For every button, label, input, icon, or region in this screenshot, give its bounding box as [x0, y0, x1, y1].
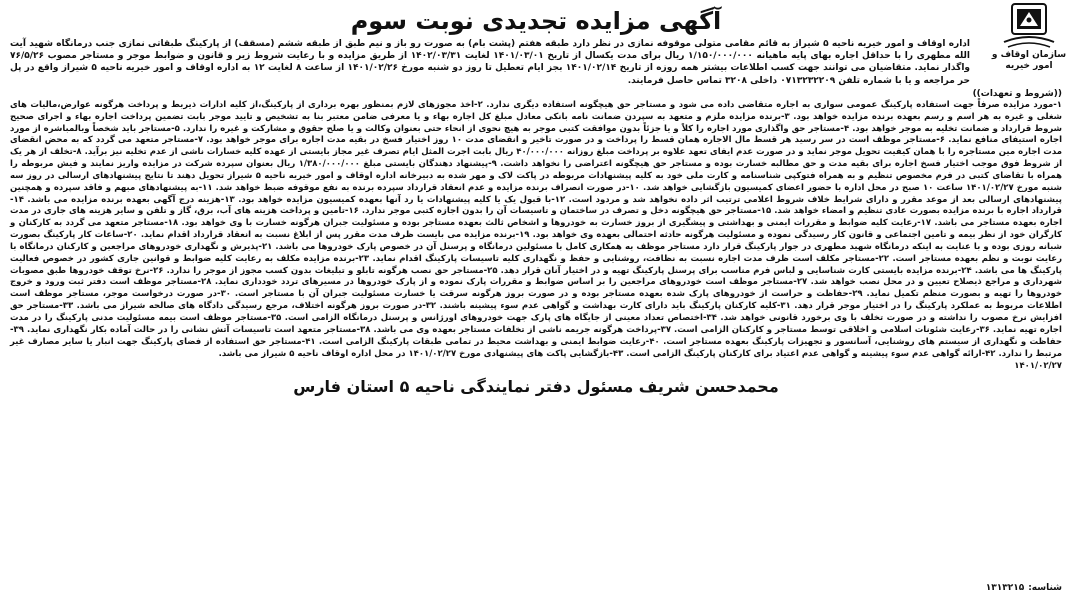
notice-id-value: ۱۳۱۳۲۱۵ — [985, 583, 1025, 593]
notice-id-label: شناسه: — [1028, 583, 1062, 593]
terms-paragraph: ۱-مورد مزایده صرفاً جهت استفاده پارکینگ عمومی سواری به اجاره متقاضی داده می شود و مستاجر حق هیچگونه استفاده دیگری ندارد. ۲-اخذ مجوزهای لازم بمنظور بهره برداری از پارکینگ،از کلیه ادارات ذیربط و پرداخت هرگونه عوارض،مالیات های شغلی و غیره به هر اسم و رسم بعهده برنده مزایده خواهد بود. ۳-برنده مزایده ملزم و متعهد به سپردن ضمانت نامه بانکی معادل مبلغ کل اجاره بهاء و یا معرفی ضامن معتبر بنا به تشخیص و تایید موجر بابت تضمین پرداخت اجاره بهاء و اجرای صحیح شروط قرارداد و ضمانت تخلیه به موجر خواهد بود. ۴-مستاجر حق واگذاری مورد اجاره را کلاً و یا جزئاً بدون موافقت کتبی موجر به هیچ نحوی از انحاء حتی بعنوان وکالت و یا صلح حقوق و مشارکت و غیره را ندارد. ۵-مستاجر باید شخصاً وبالمباشره از مورد اجاره استیفای منافع نماید. ۶-مستاجر موظف است در سر رسید هر قسط مال الاجاره همان قسط را پرداخت و در صورت تاخیر و انقضای مدت ۱۰ روز اختیار فسخ در بقیه مدت اجاره برای موجر خواهد بود. ۷-مستاجر متعهد می گردد که به محض انقضای مدت اجاره مین مستاجره را با همان کیفیت تحویل موجر نماید و در صورت عدم ایفای تعهد علاوه بر پرداخت مبلغ روزانه ۴۰/۰۰۰/۰۰۰ ریال بابت اجرت المثل ایام تصرف غیر مجاز بایستی از عهده کلیه خسارات ناشی از عدم تخلیه نیز برآید. ۸-تخلف از هر یک از شروط فوق موجب اختیار فسخ اجاره برای بقیه مدت و حق مطالبه خسارت بوده و مستاجر حق هیچگونه اعتراضی را نخواهد داشت. ۹-پیشنهاد دهندگان بایستی مبلغ ۱/۳۸۰/۰۰۰/۰۰۰ ریال بعنوان سپرده شرکت در مزایده واریز نمایند و فیش مربوطه را همراه با تقاضای کتبی در فرم مخصوص تنظیم و به همراه فتوکپی شناسنامه و کارت ملی خود به کلیه پیشنهادات مربوطه در پاکت لاک و مهر شده به دبیرخانه اداره اوقاف و امور خیریه ناحیه ۵ شیراز تحویل دهند تا نتایج پیشنهادهای ارسالی در روز سه شنبه مورخ ۱۴۰۱/۰۲/۲۷ ساعت ۱۰ صبح در محل اداره با حضور اعضای کمیسیون بازگشایی خواهد شد. ۱۰-در صورت انصراف برنده مزایده و عدم انعقاد قرارداد سپرده برنده به نفع موقوفه ضبط خواهد شد. ۱۱-به پیشنهادهای مبهم و فاقد سپرده و همچنین پیشنهادهای ارسالی بعد از موعد مقرر و دارای شرایط خلاف شروط اعلامی ترتیب اثر داده نخواهد شد و مردود است. ۱۲-با قبول یک یا کلیه پیشنهادات یا رد آنها بعهده کمیسیون مزایده خواهد بود. ۱۳-هزینه درج آگهی بعهده برنده مزایده می باشد. ۱۴-قرارداد اجاره با برنده مزایده بصورت عادی تنظیم و امضاء خواهد شد. ۱۵-مستاجر حق هیچگونه دخل و تصرف در ساختمان و تاسیسات آن را بدون اجازه کتبی موجر ندارد. ۱۶-تامین و پرداخت هزینه های آب، برق، گاز و تلفن و سایر هزینه های جاری در مدت اجاره بعهده مستاجر می باشد. ۱۷-رعایت کلیه ضوابط و مقررات ایمنی و بهداشتی و پیشگیری از بروز خسارت به خودروها و اشخاص ثالث بعهده مستاجر بوده و مسئولیت جبران هرگونه خسارت با وی خواهد بود. ۱۸-مستاجر متعهد می گردد به کارکنان و کارگران خود از نظر بیمه و تامین اجتماعی و قانون کار رسیدگی نموده و مسئولیت هرگونه حادثه احتمالی بعهده وی خواهد بود. ۱۹-برنده مزایده می بایست ظرف مدت مقرر پس از ابلاغ نسبت به انعقاد قرارداد اقدام نماید. ۲۰-ساعات کار پارکینگ بصورت شبانه روزی بوده و با عنایت به اینکه درمانگاه شهید مطهری در جوار پارکینگ قرار دارد مستاجر موظف به همکاری کامل با مسئولین درمانگاه و پرسنل آن در خصوص پارک خودروها می باشد. ۲۱-پذیرش و نگهداری خودروهای مراجعین و کارکنان درمانگاه با رعایت نوبت و نظم بعهده مستاجر است. ۲۲-مستاجر مکلف است ظرف مدت اجاره نسبت به نظافت، روشنایی و حفظ و نگهداری کلیه تاسیسات پارکینگ اقدام نماید. ۲۳-برنده مزایده مکلف به رعایت کلیه ضوابط و قوانین جاری کشور در خصوص فعالیت پارکینگ ها می باشد. ۲۴-برنده مزایده بایستی کارت شناسایی و لباس فرم مناسب برای پرسنل پارکینگ تهیه و در اختیار آنان قرار دهد. ۲۵-مستاجر حق نصب هرگونه تابلو و تبلیغات بدون کسب مجوز از موجر را ندارد. ۲۶-نرخ توقف خودروها طبق مصوبات شهرداری و مراجع ذیصلاح تعیین و در محل نصب خواهد شد. ۲۷-مستاجر موظف است خودروهای مراجعین را بر اساس ضوابط و مقررات پارک نموده و از پارک خودروها در مسیرهای تردد خودداری نماید. ۲۸-مستاجر موظف است دفتر ثبت ورود و خروج خودروها را تهیه و بصورت منظم تکمیل نماید. ۲۹-حفاظت و حراست از خودروهای پارک شده بعهده مستاجر بوده و در صورت بروز هرگونه سرقت یا خسارت مسئولیت جبران آن با مستاجر است. ۳۰-در صورت درخواست موجر، مستاجر موظف است اطلاعات مربوط به عملکرد پارکینگ را در اختیار موجر قرار دهد. ۳۱-کلیه کارکنان پارکینگ باید دارای کارت بهداشت و گواهی عدم سوء پیشینه باشند. ۳۲-در صورت بروز هرگونه اختلاف، مرجع رسیدگی دادگاه های صالحه شیراز می باشد. ۳۳-مستاجر حق افزایش نرخ مصوب را نداشته و در صورت تخلف با وی برخورد قانونی خواهد شد. ۳۴-اختصاص تعداد معینی از جایگاه های پارک جهت خودروهای اورژانس و پرسنل درمانگاه الزامی است. ۳۵-مستاجر موظف است بیمه مسئولیت مدنی پارکینگ را در مدت اجاره تهیه نماید. ۳۶-رعایت شئونات اسلامی و اخلاقی توسط مستاجر و کارکنان الزامی است. ۳۷-پرداخت هرگونه جریمه ناشی از تخلفات مستاجر بعهده وی می باشد. ۳۸-مستاجر متعهد است تاسیسات آتش نشانی را در حالت آماده بکار نگهداری نماید. ۳۹-حفاظت و نگهداری از سیستم های روشنایی، آسانسور و تجهیزات پارکینگ بعهده مستاجر است. ۴۰-رعایت ضوابط ایمنی و بهداشت محیط در تمامی طبقات پارکینگ الزامی است. ۴۱-مستاجر حق استفاده از فضای پارکینگ جهت انبار یا سایر مصارف غیر مرتبط را ندارد. ۴۲-ارائه گواهی عدم سوء پیشینه و گواهی عدم اعتیاد برای کارکنان پارکینگ الزامی است. ۴۳-بازگشایی پاکت های پیشنهادی مورخ ۱۴۰۱/۰۲/۲۷ در محل اداره اوقاف ناحیه ۵ شیراز می باشد. — [10, 99, 1063, 359]
intro-paragraph: اداره اوقاف و امور خیریه ناحیه ۵ شیراز به قائم مقامی متولی موقوفه نمازی در نظر دارد طبقه هفتم (پشت بام) به صورت رو باز و نیم طبق از طبقه ششم (مسقف) از پارکینگ طبقاتی نمازی جنب درمانگاه شهید آیت الله مطهری را با حداقل اجاره بهای پایه ماهیانه ۱/۱۵۰/۰۰۰/۰۰۰ ریال برای مدت یکسال از تاریخ ۱۴۰۱/۰۳/۰۱ لغایت ۱۴۰۲/۰۳/۳۱ از طریق مزایده و با رعایت شروط زیر و قانون و ضوابط موجر و مستاجر مصوب ۷۶/۵/۲۶ واگذار نماید. متقاضیان می توانند جهت کسب اطلاعات بیشتر همه روزه از تاریخ ۱۴۰۱/۰۲/۱۴ بجز ایام تعطیل تا روز دو شنبه مورخ ۱۴۰۱/۰۲/۲۶ از ساعت ۸ لغایت ۱۲ به اداره اوقاف و امور خیریه ناحیه ۵ شیراز واقع در پل حر مراجعه و یا با شماره تلفن ۰۷۱۳۲۳۲۲۰۹ داخلی ۳۲۰۸ تماس حاصل فرمایند. — [10, 39, 970, 86]
org-name: سازمان اوقاف و امور خیریه — [991, 50, 1067, 71]
terms-heading: ((شروط و تعهدات)) — [972, 88, 1062, 99]
page-title: آگهی مزایده تجدیدی نوبت سوم — [350, 7, 722, 35]
notice-date: ۱۴۰۱/۰۲/۲۷ — [1014, 361, 1062, 372]
notice-id — [982, 583, 1062, 593]
signature-line: محمدحسن شریف مسئول دفتر نمایندگی ناحیه ۵ استان فارس — [293, 377, 779, 397]
